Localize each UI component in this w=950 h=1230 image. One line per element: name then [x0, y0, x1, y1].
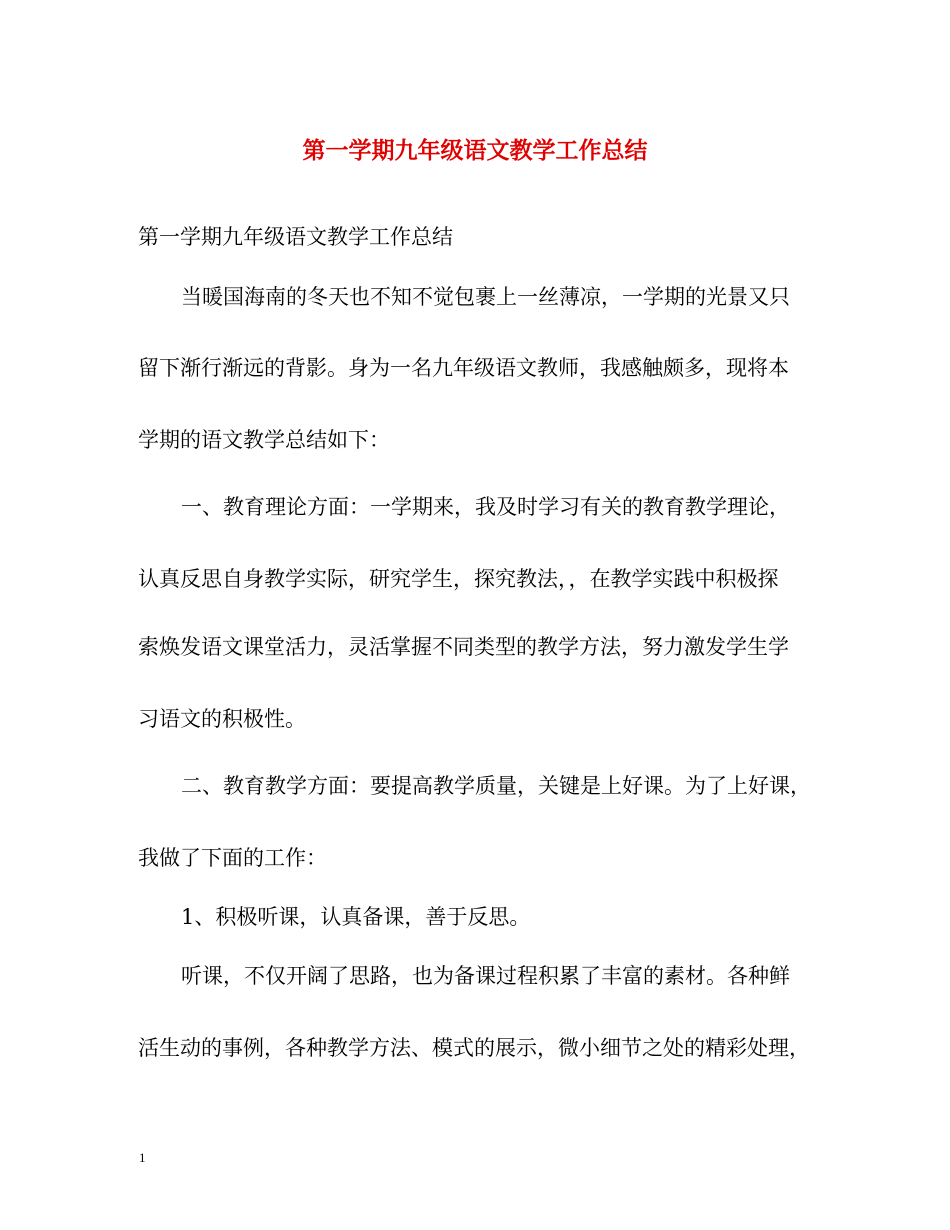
list-item-line: 1、积极听课，认真备课，善于反思。: [181, 905, 531, 929]
paragraph-line: 习语文的积极性。: [138, 707, 306, 731]
paragraph-line: 活生动的事例，各种教学方法、模式的展示，微小细节之处的精彩处理，: [138, 1036, 810, 1060]
paragraph-line: 当暖国海南的冬天也不知不觉包裹上一丝薄凉，一学期的光景又只: [181, 285, 790, 309]
paragraph-line: 一、教育理论方面：一学期来，我及时学习有关的教育教学理论，: [181, 495, 790, 519]
paragraph-line: 我做了下面的工作：: [138, 846, 327, 870]
paragraph-line: 听课，不仅开阔了思路，也为备课过程积累了丰富的素材。各种鲜: [181, 964, 790, 988]
paragraph-line: 二、教育教学方面：要提高教学质量，关键是上好课。为了上好课，: [181, 774, 811, 798]
paragraph-line: 索焕发语文课堂活力，灵活掌握不同类型的教学方法，努力激发学生学: [138, 635, 789, 659]
paragraph-line: 留下渐行渐远的背影。身为一名九年级语文教师，我感触颇多，现将本: [138, 356, 789, 380]
paragraph-line: 学期的语文教学总结如下：: [138, 428, 390, 452]
document-title: 第一学期九年级语文教学工作总结: [302, 137, 648, 164]
paragraph-line: 认真反思自身教学实际，研究学生，探究教法，，在教学实践中积极探: [138, 567, 779, 591]
subtitle-line: 第一学期九年级语文教学工作总结: [138, 225, 453, 249]
page-number: 1: [139, 1150, 146, 1165]
